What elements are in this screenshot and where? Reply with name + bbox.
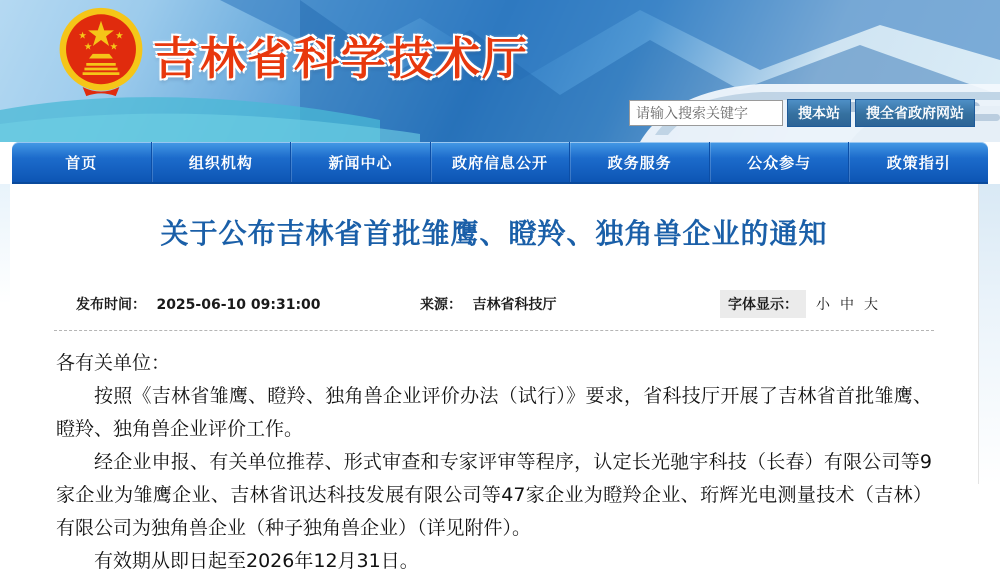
article-title: 关于公布吉林省首批雏鹰、瞪羚、独角兽企业的通知 <box>160 217 828 250</box>
publish-time <box>76 294 321 314</box>
font-size-medium-link[interactable]: 中 <box>840 297 854 313</box>
search-input[interactable] <box>629 100 783 126</box>
meta-separator <box>54 330 934 331</box>
salutation: 各有关单位： <box>56 352 171 374</box>
search-bar <box>629 99 975 127</box>
source-label: 来源： <box>420 297 462 313</box>
nav-item-news[interactable]: 新闻中心 <box>290 142 430 182</box>
search-gov-button[interactable]: 搜全省政府网站 <box>855 99 975 127</box>
font-size-large-link[interactable]: 大 <box>864 297 878 313</box>
main-nav <box>12 142 988 184</box>
nav-item-policy-guide[interactable]: 政策指引 <box>848 142 988 182</box>
article-body <box>56 347 932 578</box>
right-edge-strip <box>978 184 1000 484</box>
nav-item-public-participation[interactable]: 公众参与 <box>709 142 849 182</box>
publish-time-value: 2025-06-10 09:31:00 <box>156 297 321 313</box>
paragraph-3: 有效期从即日起至2026年12月31日。 <box>94 550 419 572</box>
nav-item-organization[interactable]: 组织机构 <box>151 142 291 182</box>
search-site-button[interactable]: 搜本站 <box>787 99 851 127</box>
nav-item-gov-info[interactable]: 政府信息公开 <box>430 142 570 182</box>
publish-time-label: 发布时间： <box>76 297 146 313</box>
paragraph-2: 经企业申报、有关单位推荐、形式审查和专家评审等程序，认定长光驰宇科技（长春）有限公司等9家企业为雏鹰企业、吉林省讯达科技发展有限公司等47家企业为瞪羚企业、珩辉光电测量技术（吉林）有限公司为独角兽企业（种子独角兽企业）（详见附件）。 <box>56 451 932 539</box>
source <box>420 294 556 314</box>
font-size-control <box>720 290 878 318</box>
site-header <box>0 0 1000 142</box>
nav-item-home[interactable]: 首页 <box>65 153 98 172</box>
font-display-label: 字体显示： <box>720 290 806 318</box>
site-title: 吉林省科学技术厅 <box>153 32 530 85</box>
article-meta <box>10 294 978 316</box>
nav-item-gov-service[interactable]: 政务服务 <box>569 142 709 182</box>
source-value: 吉林省科技厅 <box>472 297 557 313</box>
left-edge-strip <box>0 184 10 304</box>
font-size-small-link[interactable]: 小 <box>816 297 830 313</box>
paragraph-1: 按照《吉林省雏鹰、瞪羚、独角兽企业评价办法（试行）》要求，省科技厅开展了吉林省首批雏鹰、瞪羚、独角兽企业评价工作。 <box>56 385 932 440</box>
article-container <box>10 184 978 572</box>
national-emblem-icon <box>55 4 147 100</box>
